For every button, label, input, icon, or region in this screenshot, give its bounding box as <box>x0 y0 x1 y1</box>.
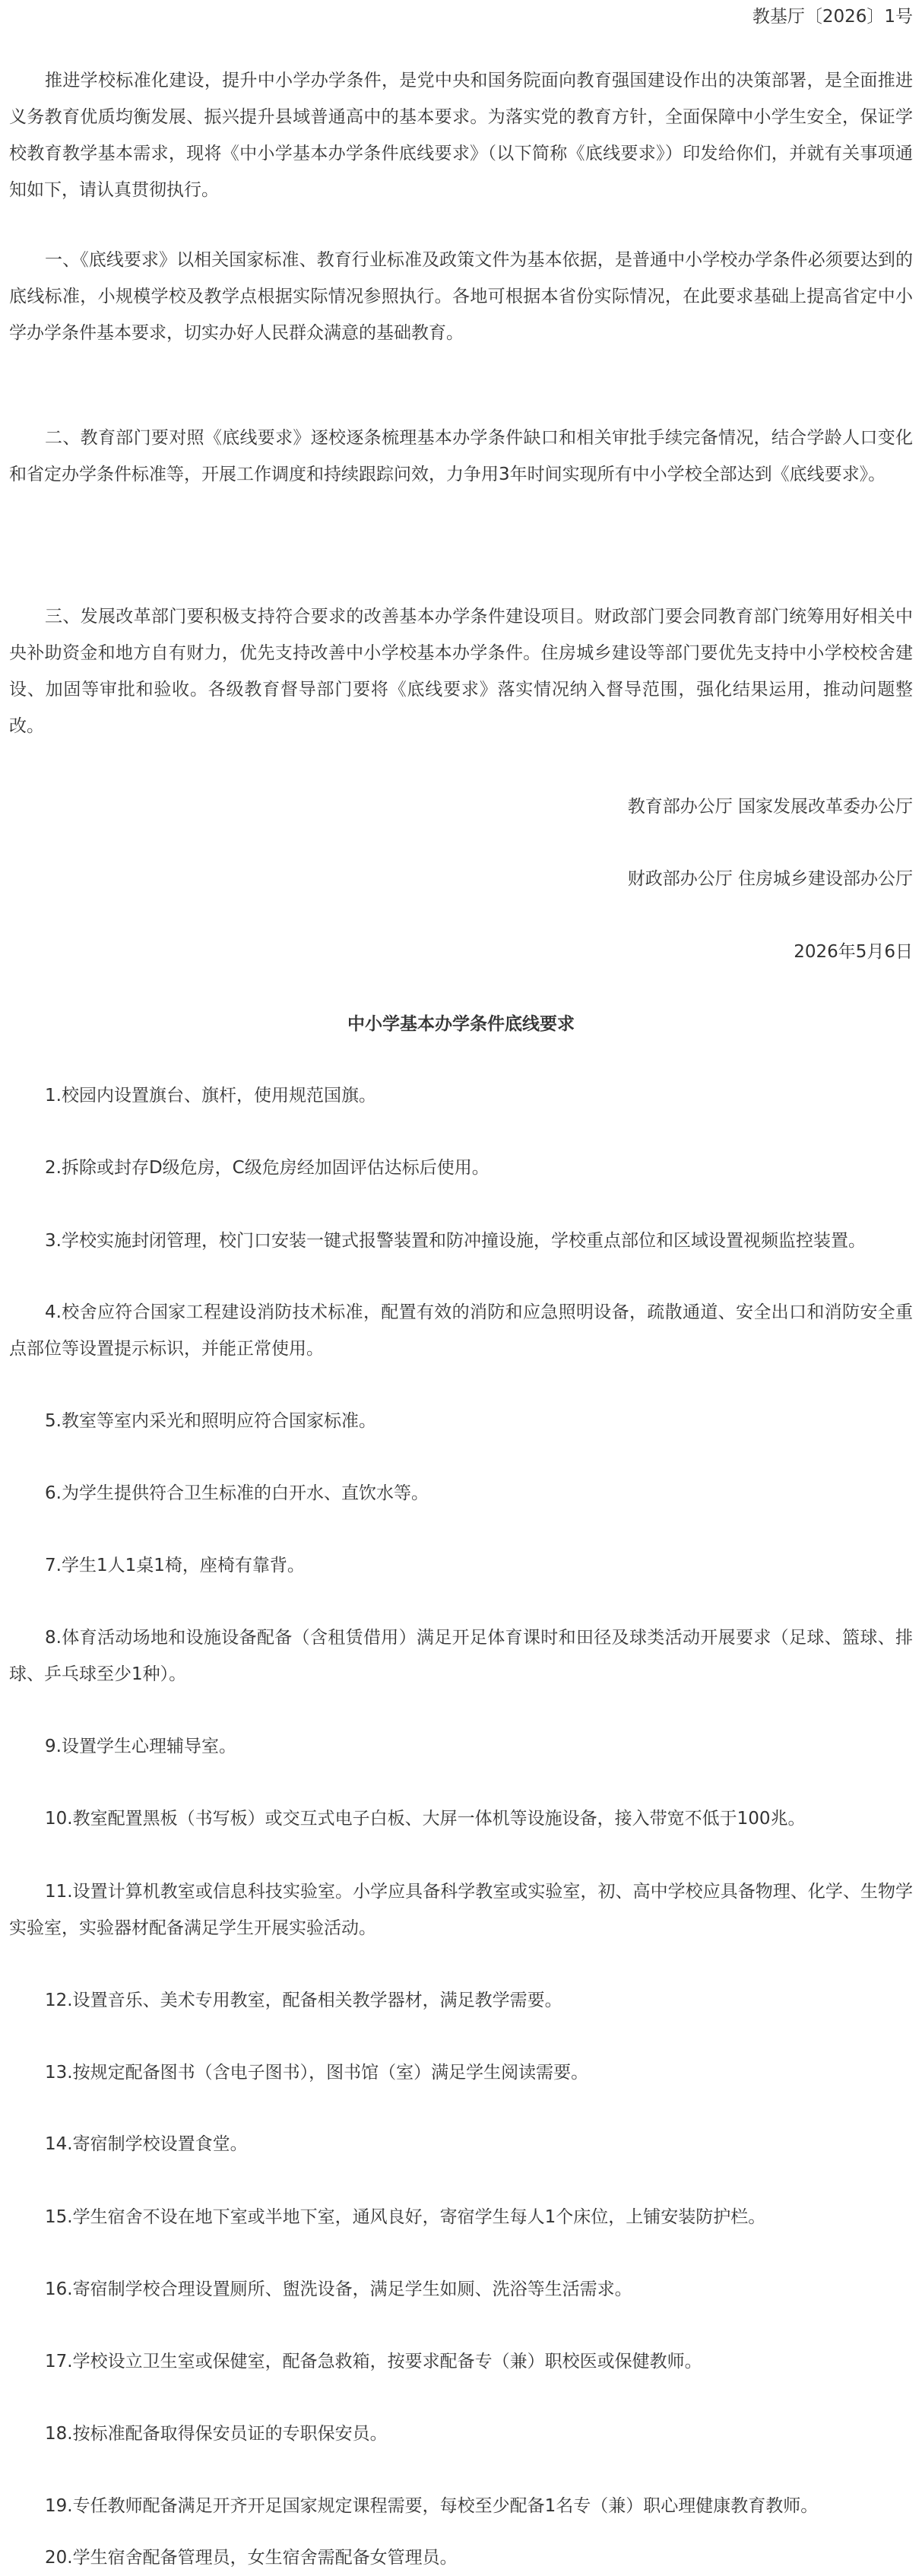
issue-date: 2026年5月6日 <box>794 942 913 962</box>
requirement-item: 1.校园内设置旗台、旗杆，使用规范国旗。 <box>45 1086 376 1106</box>
intro-paragraph: 推进学校标准化建设，提升中小学办学条件，是党中央和国务院面向教育强国建设作出的决策部署，是全面推进义务教育优质均衡发展、振兴提升县域普通高中的基本要求。为落实党的教育方针，全面保障中小学生安全，保证学校教育教学基本需求，现将《中小学基本办学条件底线要求》（以下简称《底线要求》）印发给你们，并就有关事项通知如下，请认真贯彻执行。 <box>9 71 913 200</box>
requirement-item: 4.校舍应符合国家工程建设消防技术标准，配置有效的消防和应急照明设备，疏散通道、安全出口和消防安全重点部位等设置提示标识，并能正常使用。 <box>9 1302 913 1359</box>
document-number: 教基厅〔2026〕1号 <box>752 7 913 27</box>
requirement-item: 7.学生1人1桌1椅，座椅有靠背。 <box>45 1556 305 1575</box>
requirement-item: 13.按规定配备图书（含电子图书），图书馆（室）满足学生阅读需要。 <box>45 2063 589 2083</box>
requirement-item: 9.设置学生心理辅导室。 <box>45 1737 236 1756</box>
requirement-item: 16.寄宿制学校合理设置厕所、盥洗设备，满足学生如厕、洗浴等生活需求。 <box>45 2279 632 2299</box>
point-2-paragraph: 二、教育部门要对照《底线要求》逐校逐条梳理基本办学条件缺口和相关审批手续完备情况，结合学龄人口变化和省定办学条件标准等，开展工作调度和持续跟踪问效，力争用3年时间实现所有中小学校全部达到《底线要求》。 <box>9 428 913 484</box>
point-3-paragraph: 三、发展改革部门要积极支持符合要求的改善基本办学条件建设项目。财政部门要会同教育部门统筹用好相关中央补助资金和地方自有财力，优先支持改善中小学校基本办学条件。住房城乡建设等部门要优先支持中小学校校舍建设、加固等审批和验收。各级教育督导部门要将《底线要求》落实情况纳入督导范围，强化结果运用，推动问题整改。 <box>9 607 913 736</box>
requirement-item: 2.拆除或封存D级危房，C级危房经加固评估达标后使用。 <box>45 1158 490 1178</box>
requirement-item: 6.为学生提供符合卫生标准的白开水、直饮水等。 <box>45 1483 429 1503</box>
requirement-item: 5.教室等室内采光和照明应符合国家标准。 <box>45 1411 376 1431</box>
requirement-item: 11.设置计算机教室或信息科技实验室。小学应具备科学教室或实验室，初、高中学校应具备物理、化学、生物学实验室，实验器材配备满足学生开展实验活动。 <box>9 1882 913 1938</box>
requirements-title: 中小学基本办学条件底线要求 <box>347 1014 575 1034</box>
requirement-item: 20.学生宿舍配备管理员，女生宿舍需配备女管理员。 <box>45 2548 458 2568</box>
requirement-item: 19.专任教师配备满足开齐开足国家规定课程需要，每校至少配备1名专（兼）职心理健康教育教师。 <box>45 2496 819 2516</box>
signatory-line-2: 财政部办公厅 住房城乡建设部办公厅 <box>627 869 913 889</box>
requirement-item: 17.学校设立卫生室或保健室，配备急救箱，按要求配备专（兼）职校医或保健教师。 <box>45 2352 702 2371</box>
requirement-item: 8.体育活动场地和设施设备配备（含租赁借用）满足开足体育课时和田径及球类活动开展要求（足球、篮球、排球、乒乓球至少1种）。 <box>9 1628 913 1684</box>
requirement-item: 15.学生宿舍不设在地下室或半地下室，通风良好，寄宿学生每人1个床位，上铺安装防护栏。 <box>45 2207 766 2227</box>
point-1-paragraph: 一、《底线要求》以相关国家标准、教育行业标准及政策文件为基本依据，是普通中小学校办学条件必须要达到的底线标准，小规模学校及教学点根据实际情况参照执行。各地可根据本省份实际情况，在此要求基础上提高省定中小学办学条件基本要求，切实办好人民群众满意的基础教育。 <box>9 250 913 343</box>
requirement-item: 12.设置音乐、美术专用教室，配备相关教学器材，满足教学需要。 <box>45 1991 562 2010</box>
signatory-line-1: 教育部办公厅 国家发展改革委办公厅 <box>627 797 913 817</box>
requirement-item: 3.学校实施封闭管理，校门口安装一键式报警装置和防冲撞设施，学校重点部位和区域设置视频监控装置。 <box>45 1231 866 1251</box>
requirement-item: 10.教室配置黑板（书写板）或交互式电子白板、大屏一体机等设施设备，接入带宽不低于100兆。 <box>45 1809 806 1829</box>
requirement-item: 14.寄宿制学校设置食堂。 <box>45 2134 248 2154</box>
requirement-item: 18.按标准配备取得保安员证的专职保安员。 <box>45 2424 388 2444</box>
